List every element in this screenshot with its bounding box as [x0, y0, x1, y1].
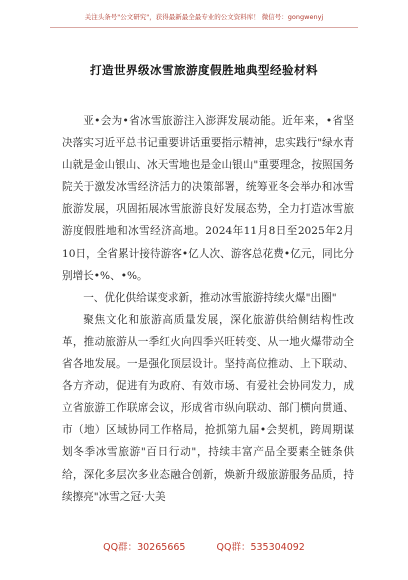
- document-title: 打造世界级冰雪旅游度假胜地典型经验材料: [90, 63, 318, 77]
- document-body: [62, 110, 354, 508]
- footer-qq-group-1: QQ群：30265665: [103, 542, 186, 553]
- footer: [0, 539, 408, 553]
- header-divider: [50, 27, 358, 28]
- paragraph-section-1: 聚焦文化和旅游高质量发展，深化旅游供给侧结构性改革，推动旅游从一季红火向四季兴旺转变、从一地火爆带动全省各地发展。一是强化顶层设计。坚持高位推动、上下联动、各方齐动，促进有为政府、有效市场、有爱社会协同发力，成立省旅游工作联席会议，形成省市纵向联动、部门横向贯通、市（地）区域协同工作格局，抢抓第九届•会契机，跨周期谋划冬季冰雪旅游"百日行动"，持续丰富产品全要素全链条供给，深化多层次多业态融合创新，焕新升级旅游服务品质，持续擦亮"冰雪之冠·大美: [62, 313, 354, 503]
- section-heading: 一、优化供给谋变求新，推动冰雪旅游持续火爆"出圈": [83, 291, 337, 304]
- footer-qq-group-2: QQ群：535304092: [216, 542, 305, 553]
- header-banner: 关注头条号"公文研究"，获得最新最全最专业的公文资料库！ 微信号：gongwenyj: [84, 13, 324, 21]
- paragraph-intro: 亚•会为•省冰雪旅游注入澎湃发展动能。近年来，•省坚决落实习近平总书记重要讲话重要指示精神，忠实践行"绿水青山就是金山银山、冰天雪地也是金山银山"重要理念，按照国务院关于激发冰雪经济活力的决策部署，统筹亚冬会举办和冰雪旅游发展，巩固拓展冰雪旅游良好发展态势，全力打造冰雪旅游度假胜地和冰雪经济高地。2024年11月8日至2025年2月10日，全省累计接待游客•亿人次、游客总花费•亿元，同比分别增长•%、•%。: [62, 115, 354, 282]
